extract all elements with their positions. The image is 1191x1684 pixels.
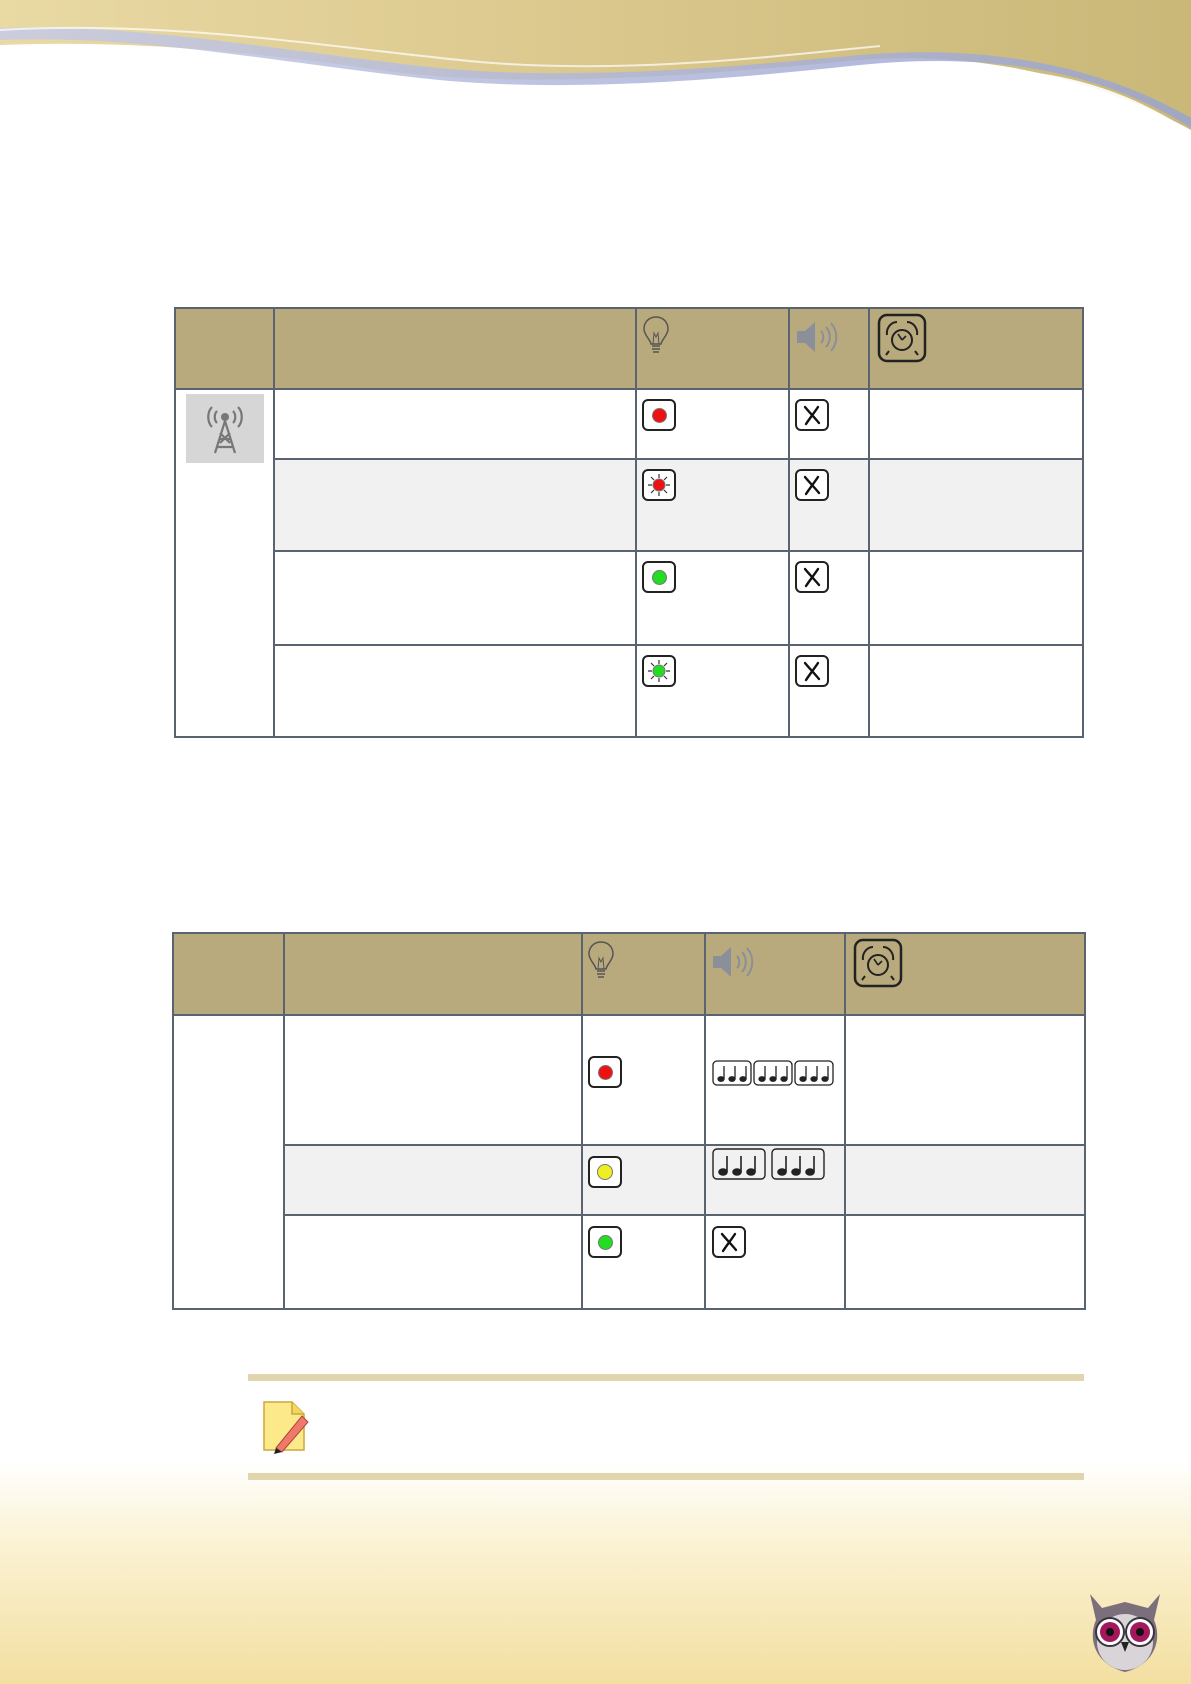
row-icon-cell [175, 389, 274, 737]
table-row [175, 551, 1083, 645]
vibration-cell [845, 1015, 1085, 1145]
table-battery-status [172, 932, 1086, 1310]
description-cell [284, 1215, 582, 1309]
note-bottom-rule [248, 1473, 1084, 1480]
light-bulb-icon [642, 315, 670, 357]
led-cell [582, 1215, 705, 1309]
description-cell [284, 1145, 582, 1215]
two-beep-groups-icon [712, 1148, 826, 1182]
table-row [173, 1015, 1085, 1145]
led-red-steady-icon [642, 399, 676, 431]
owl-logo [1080, 1580, 1170, 1676]
sound-cell [705, 1015, 845, 1145]
header-wave-decoration [0, 0, 1191, 140]
table-network-status [174, 307, 1084, 738]
vibration-cell [869, 645, 1083, 737]
led-cell [636, 389, 789, 459]
vibration-icon [877, 313, 927, 363]
led-green-blinking-icon [642, 655, 676, 687]
led-cell [636, 551, 789, 645]
description-cell [274, 551, 636, 645]
no-sound-icon [795, 561, 829, 593]
sound-cell [789, 551, 869, 645]
speaker-icon [711, 944, 755, 980]
led-cell [636, 459, 789, 551]
sound-cell [789, 389, 869, 459]
header-cell-vibration [845, 933, 1085, 1015]
no-sound-icon [795, 399, 829, 431]
description-cell [274, 389, 636, 459]
footer-background [0, 1460, 1191, 1684]
vibration-cell [845, 1145, 1085, 1215]
vibration-cell [869, 389, 1083, 459]
signal-tower-icon [186, 394, 264, 463]
table-row [173, 1215, 1085, 1309]
led-green-steady-icon [588, 1226, 622, 1258]
table-row [175, 389, 1083, 459]
header-cell-sound [789, 308, 869, 389]
led-red-steady-icon [588, 1056, 622, 1088]
led-green-steady-icon [642, 561, 676, 593]
header-cell-icon [175, 308, 274, 389]
header-cell-sound [705, 933, 845, 1015]
vibration-cell [845, 1215, 1085, 1309]
no-sound-icon [795, 655, 829, 687]
vibration-cell [869, 459, 1083, 551]
table-row [175, 645, 1083, 737]
header-cell-light [582, 933, 705, 1015]
led-cell [636, 645, 789, 737]
description-cell [284, 1015, 582, 1145]
sound-cell [705, 1145, 845, 1215]
no-sound-icon [712, 1226, 746, 1258]
header-cell-vibration [869, 308, 1083, 389]
note-pencil-icon [262, 1400, 312, 1454]
header-cell-description [284, 933, 582, 1015]
speaker-icon [795, 319, 839, 355]
sound-cell [705, 1215, 845, 1309]
header-cell-description [274, 308, 636, 389]
sound-cell [789, 645, 869, 737]
light-bulb-icon [587, 940, 615, 982]
led-cell [582, 1015, 705, 1145]
three-beep-groups-icon [712, 1060, 836, 1086]
sound-cell [789, 459, 869, 551]
note-top-rule [248, 1374, 1084, 1381]
table-row [173, 1145, 1085, 1215]
description-cell [274, 645, 636, 737]
table-header-row [175, 308, 1083, 389]
led-cell [582, 1145, 705, 1215]
led-red-blinking-icon [642, 469, 676, 501]
vibration-icon [853, 938, 903, 988]
header-cell-icon [173, 933, 284, 1015]
table-row [175, 459, 1083, 551]
no-sound-icon [795, 469, 829, 501]
vibration-cell [869, 551, 1083, 645]
header-cell-light [636, 308, 789, 389]
table-header-row [173, 933, 1085, 1015]
row-icon-cell [173, 1015, 284, 1309]
description-cell [274, 459, 636, 551]
led-yellow-steady-icon [588, 1156, 622, 1188]
